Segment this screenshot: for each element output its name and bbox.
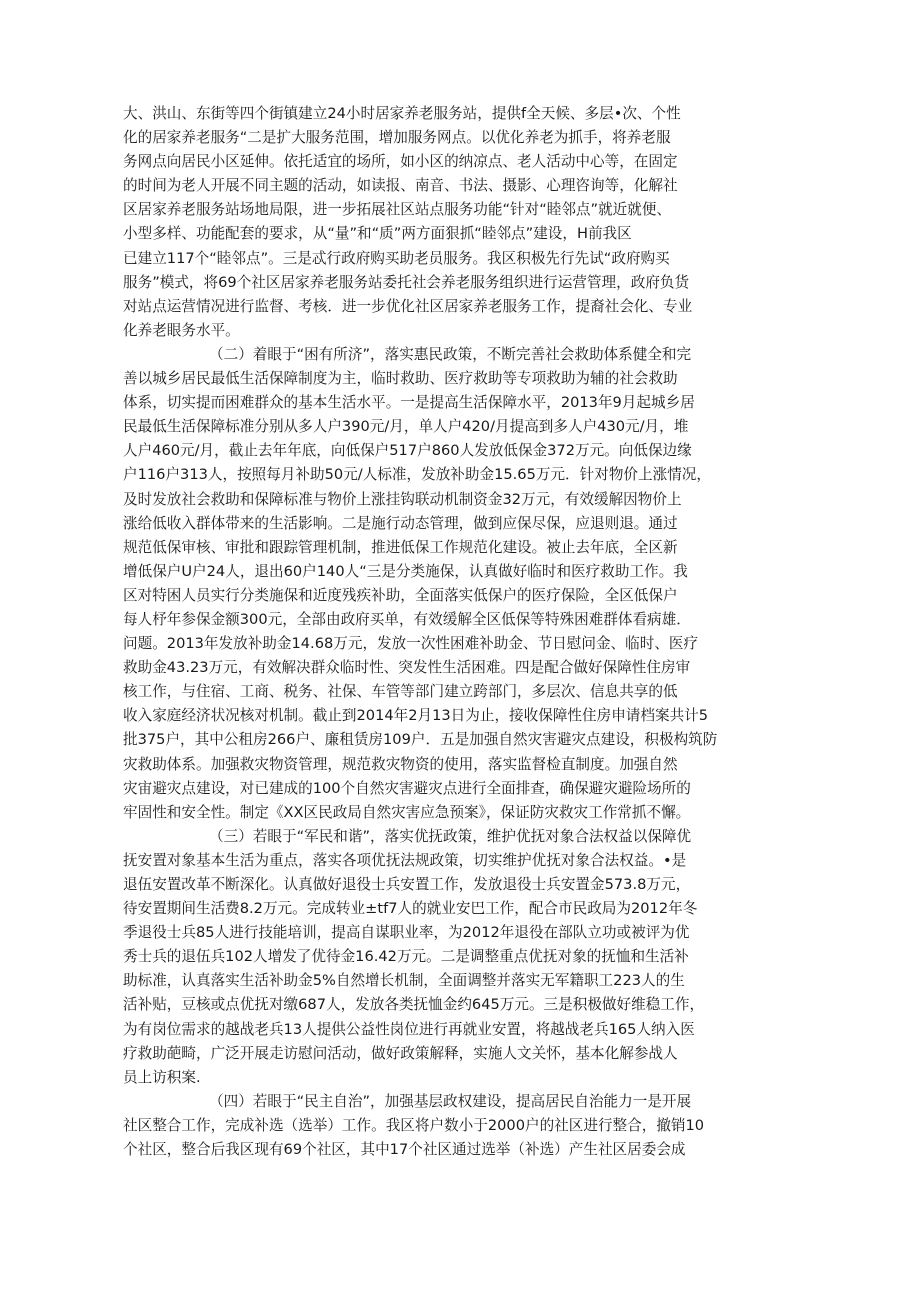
text-line: 批375户，其中公租房266户、廉租赁房109户．五是加强自然灾害避灾点建设，积极构筑防 (123, 731, 718, 749)
paragraph-first-line: （四）若眼于“民主自治”，加强基层政权建设，提高居民自治能力一是开展 (209, 1092, 692, 1110)
text-line: 为有岗位需求的越战老兵13人提供公益性岗位进行再就业安置，将越战老兵165人纳入医 (123, 1020, 695, 1038)
text-line: 灾救助体系。加强救灾物资管理，规范救灾物资的使用，落实监督检直制度。加强自然 (123, 755, 678, 773)
text-line: 区居家养老服务站场地局限，进一步拓展社区站点服务功能“针对“睦邻点”就近就便、 (123, 201, 672, 219)
text-line: 化的居家养老服务“二是扩大服务范围，增加服务网点。以优化养老为抓手，将养老服 (123, 129, 671, 147)
text-line: 问题。2013年发放补助金14.68万元，发放一次性困难补助金、节日慰问金、临时、医疗 (123, 635, 699, 653)
text-line: 活补贴，豆核或点优抚对缴687人，发放各类抚恤金约645万元。三是积极做好维稳工作， (123, 996, 705, 1014)
text-line: 户116户313人，按照每月补助50元/人标准，发放补助金15.65万元．针对物价上涨情况， (123, 466, 711, 484)
text-line: 救助金43.23万元，有效解决群众临时性、突发性生活困难。四是配合做好保障性住房审 (123, 659, 691, 677)
text-line: 季退役士兵85人进行技能培训，提高自谋职业率，为2012年退役在部队立功或被评为优 (123, 924, 690, 942)
text-line: 每人杼年参保金额300元，全部由政府买单，有效缓解全区低保等特殊困难群体看病雄． (123, 610, 691, 628)
text-line: 助标准，认真落实生活补助金5%自然增长机制，全面调整并落实无军籍职工223人的生 (123, 972, 685, 990)
text-line: 务网点向居民小区延伸。依托适宜的场所，如小区的纳凉点、老人活动中心等，在固定 (123, 153, 678, 171)
text-line: 化养老眼务水平。 (123, 321, 240, 339)
text-line: 人户460元/月，截止去年年底，向低保户517户860人发放低保金372万元。向低保边缘 (123, 442, 692, 460)
text-line: 已建立117个“睦邻点”。三是忒行政府购买助老员服务。我区积极先行先试“政府购买 (123, 249, 670, 267)
text-line: 大、洪山、东街等四个街镇建立24小时居家养老服务站，提供f全天候、多层•次、个性 (123, 105, 681, 122)
text-line: 退伍安置改革不断深化。认真做好退役士兵安置工作，发放退役士兵安置金573.8万元， (123, 876, 691, 893)
text-line: 收入家庭经济状况核对机制。截止到2014年2月13日为止，接收保障性住房申请档案共计5 (123, 707, 709, 725)
text-line: 抚安置对象基本生活为重点，落实各项优抚法规政策，切实维护优抚对象合法权益。•是 (123, 851, 687, 869)
text-line: 民最低生活保障标准分别从多人户390元/月，单人户420/月提高到多人户430元/月，堆 (123, 418, 689, 436)
text-line: 涨给低收入群体带来的生活影响。二是施行动态管理，做到应保尽保，应退则退。通过 (123, 514, 678, 532)
text-line: 牢固性和安全性。制定《XX区民政局自然灾害应急预案》，保证防灾救灾工作常抓不懈。 (123, 803, 691, 821)
paragraph-first-line: （二）着眼于“困有所济”，落实惠民政策，不断完善社会救助体系健全和完 (209, 345, 692, 363)
text-line: 小型多样、功能配套的要求，从“量”和“质”两方面狠抓“睦邻点”建设，H前我区 (123, 225, 632, 243)
text-line: 及时发放社会救助和保障标准与物价上涨挂钩联动机制资金32万元，有效缓解因物价上 (123, 490, 682, 508)
text-line: 体系，切实提而困难群众的基本生活水平。一是提高生活保障水平，2013年9月起城乡居 (123, 394, 695, 412)
text-line: 核工作，与住宿、工商、税务、社保、车管等部门建立跨部门，多层次、信息共享的低 (123, 683, 678, 701)
text-line: 个社区，整合后我区现有69个社区，其中17个社区通过选举（补选）产生社区居委会成 (123, 1141, 686, 1159)
text-line: 灾宙避灾点建设，对已建成的100个自然灾害避灾点进行全面排查，确保避灾避险场所的 (123, 779, 691, 797)
paragraph-first-line: （三）若眼于“军民和谐”，落实优抚政策，维护优抚对象合法权益以保障优 (209, 827, 692, 845)
text-line: 秀士兵的退伍兵102人增发了优待金16.42万元。二是调整重点优抚对象的抚恤和生活补 (123, 948, 689, 966)
text-line: 区对特困人员实行分类施保和近度残疾补助，全面落实低保户的医疗保险，全区低保户 (123, 586, 678, 604)
text-line: 服务”模式，将69个社区居家养老服务站委托社会养老服务组织进行运营管理，政府负货 (123, 273, 690, 291)
text-line: 员上访积案. (123, 1068, 201, 1086)
text-line: 对站点运营情况进行监督、考核．进一步优化社区居家养老服务工作，提裔社会化、专业 (123, 297, 693, 315)
text-line: 疗救助葩畸，广泛开展走访慰问活动，做好政策解释，实施人文关怀，基本化解参战人 (123, 1044, 678, 1062)
text-line: 待安置期间生活费8.2万元。完成转业±tf7人的就业安巴工作，配合市民政局为2012年冬 (123, 900, 698, 918)
text-line: 善以城乡居民最低生活保障制度为主，临时救助、医疗救助等专项救助为辅的社会救助 (123, 370, 678, 388)
text-line: 的时间为老人开展不同主题的活动，如读报、南音、书法、摄影、心理咨询等，化解社 (123, 177, 678, 195)
text-line: 规范低保审核、审批和跟踪管理机制，推进低保工作规范化建设。被止去年底，全区新 (123, 538, 678, 556)
text-line: 增低保户U户24人，退出60户140人“三是分类施保，认真做好临时和医疗救助工作。我 (123, 562, 688, 580)
document-body (123, 102, 789, 1162)
text-line: 社区整合工作，完成补选（选举）工作。我区将户数小于2000户的社区进行整合，撤销10 (123, 1116, 705, 1134)
